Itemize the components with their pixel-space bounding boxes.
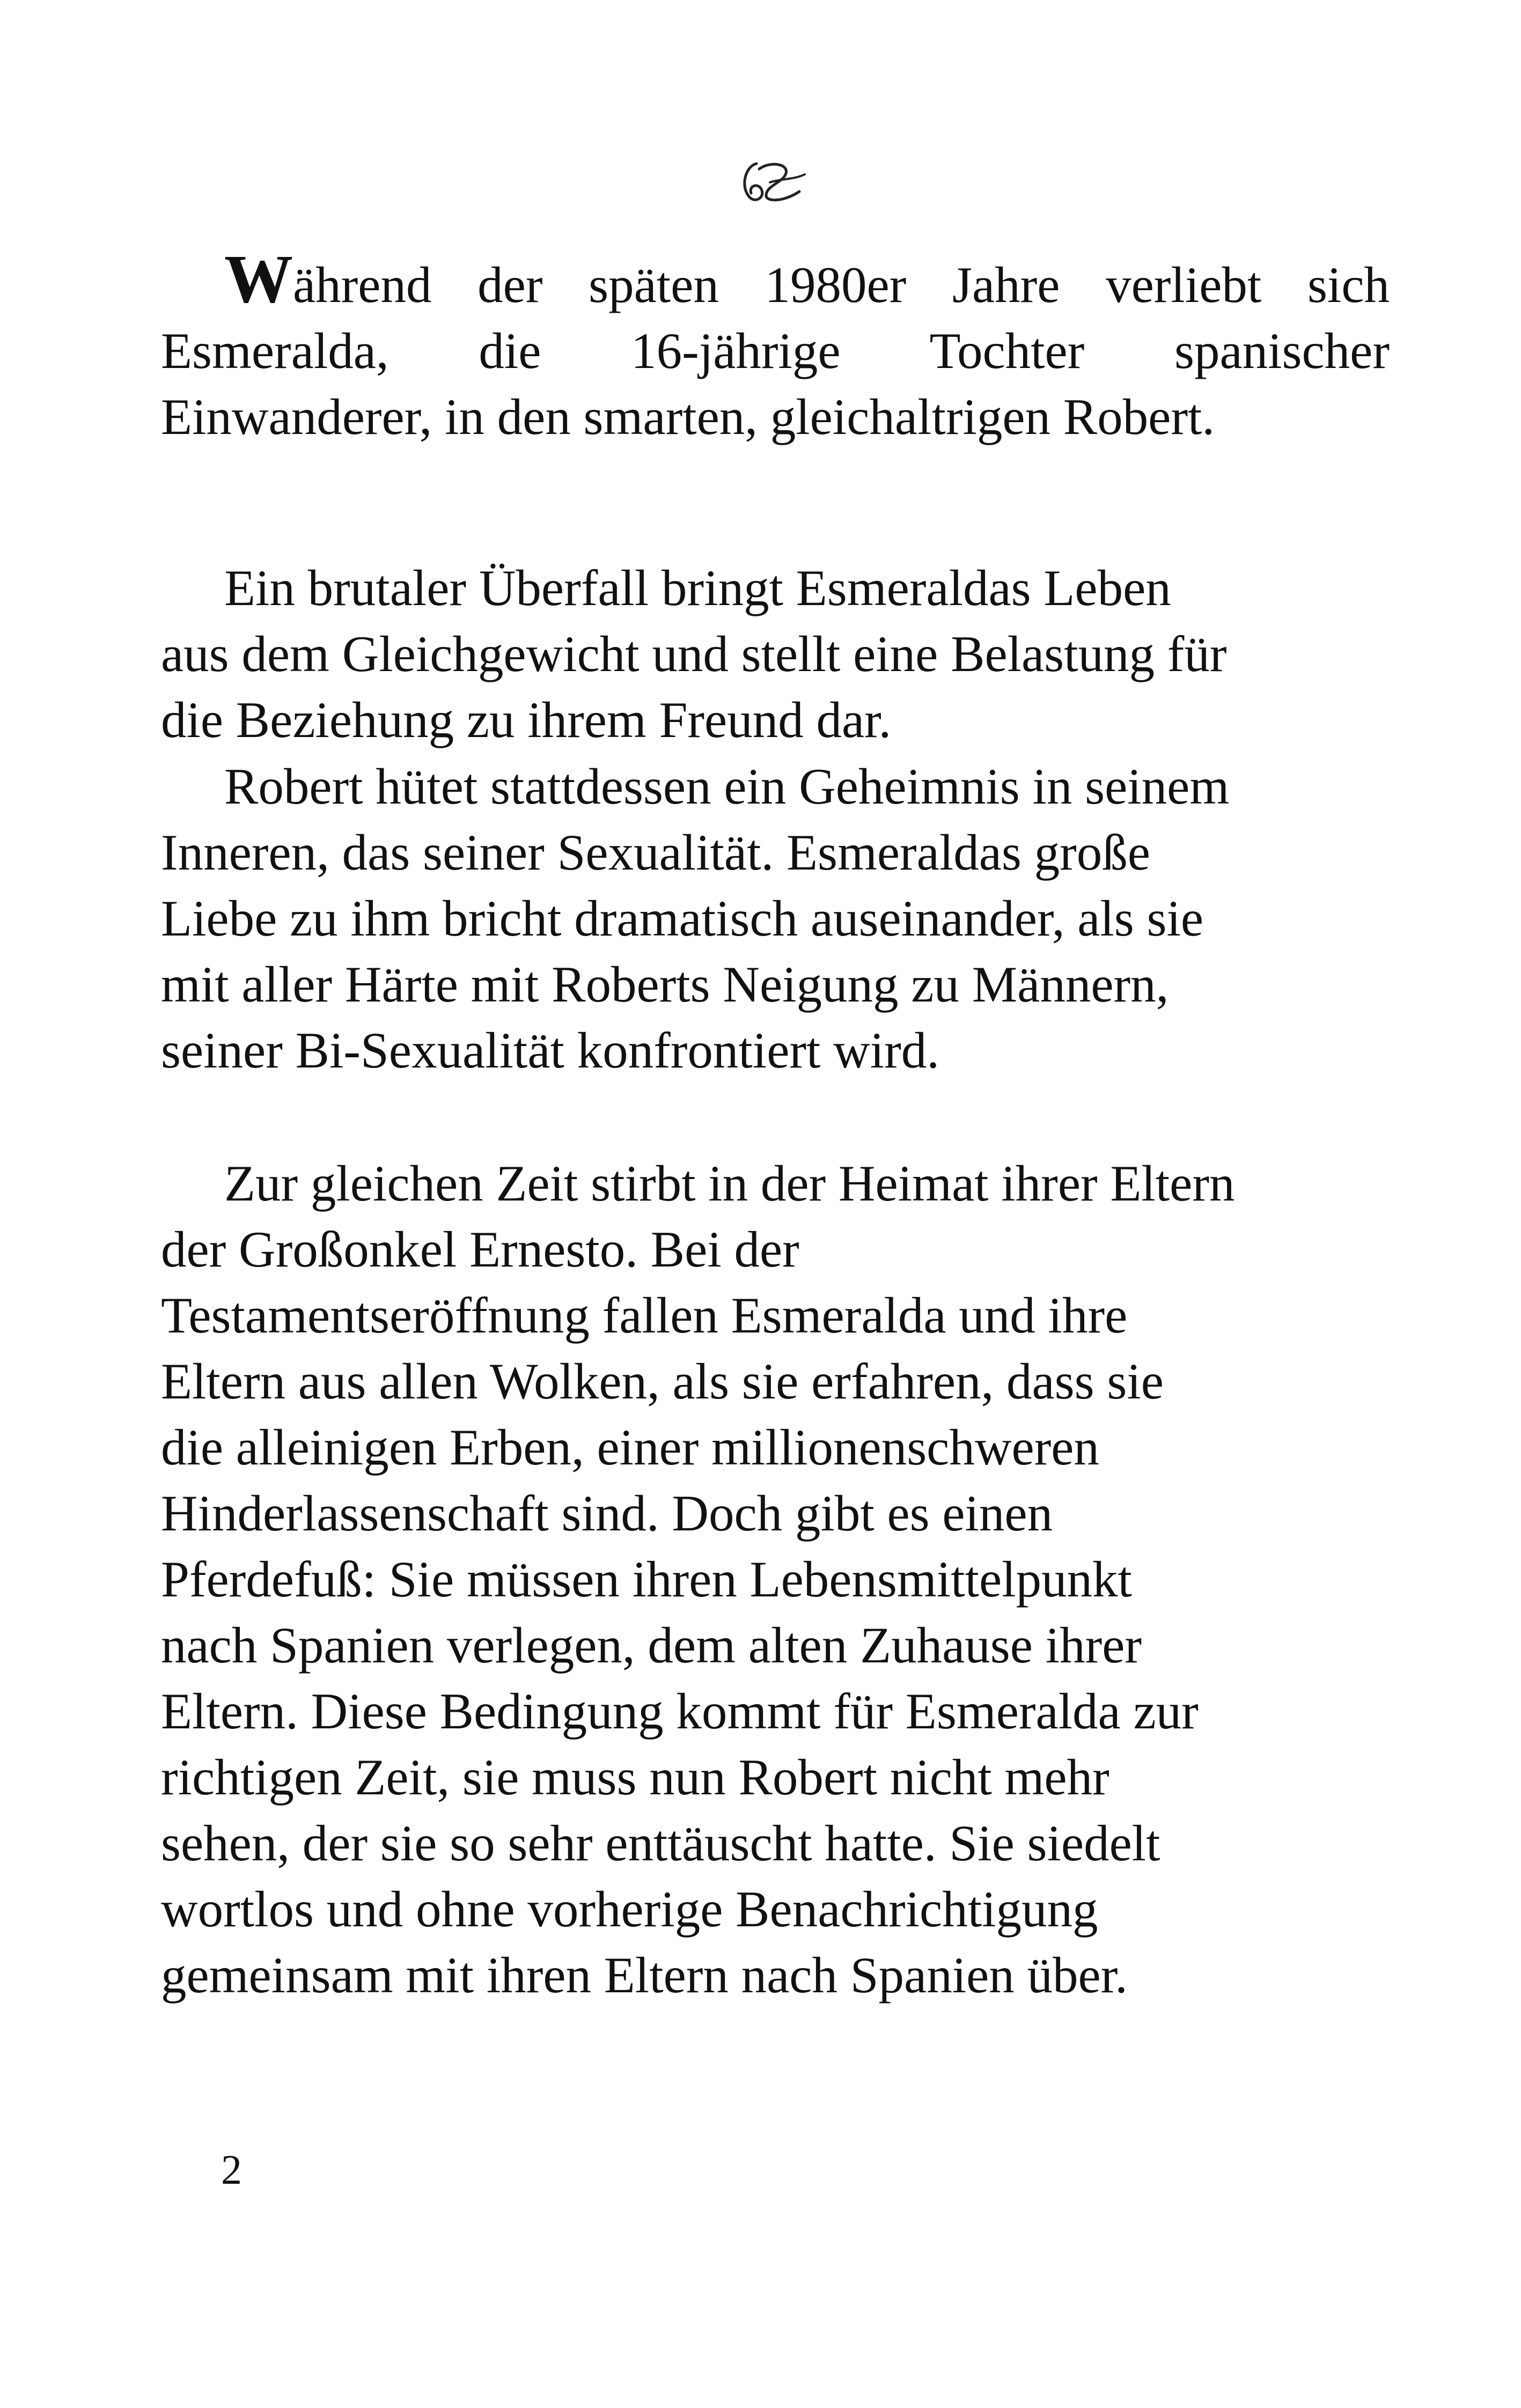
intro-paragraph bbox=[161, 241, 1390, 384]
paragraph-2 bbox=[161, 555, 1390, 753]
paragraph-line: der Großonkel Ernesto. Bei der bbox=[161, 1221, 799, 1278]
paragraph-line: die Beziehung zu ihrem Freund dar. bbox=[161, 691, 892, 748]
initial-letter: W bbox=[224, 241, 293, 317]
paragraph-4 bbox=[161, 1151, 1390, 2008]
paragraph-line: wortlos und ohne vorherige Benachrichtigung bbox=[161, 1881, 1098, 1938]
paragraph-line: Ein brutaler Überfall bringt Esmeraldas Leben bbox=[224, 559, 1171, 616]
paragraph-line: Zur gleichen Zeit stirbt in der Heimat ihrer Eltern bbox=[224, 1155, 1235, 1212]
paragraph-line: die alleinigen Erben, einer millionenschweren bbox=[161, 1419, 1099, 1476]
intro-paragraph-last bbox=[161, 384, 1390, 450]
paragraph-line: Robert hütet stattdessen ein Geheimnis in seinem bbox=[224, 758, 1230, 815]
paragraph-line: aus dem Gleichgewicht und stellt eine Belastung für bbox=[161, 625, 1227, 682]
intro-line-1-text: ährend der späten 1980er Jahre verliebt sich bbox=[293, 256, 1390, 313]
paragraph-line: Pferdefuß: Sie müssen ihren Lebensmittelpunkt bbox=[161, 1551, 1132, 1608]
paragraph-line: Testamentseröffnung fallen Esmeralda und ihre bbox=[161, 1287, 1128, 1344]
flourish-icon bbox=[719, 153, 815, 212]
paragraph-line: Eltern. Diese Bedingung kommt für Esmeralda zur bbox=[161, 1683, 1199, 1740]
paragraph-line: gemeinsam mit ihren Eltern nach Spanien über. bbox=[161, 1947, 1128, 2004]
paragraph-line: Eltern aus allen Wolken, als sie erfahren, dass sie bbox=[161, 1353, 1164, 1410]
paragraph-line: Inneren, das seiner Sexualität. Esmeraldas große bbox=[161, 824, 1150, 881]
paragraph-line: sehen, der sie so sehr enttäuscht hatte. Sie siedelt bbox=[161, 1815, 1160, 1872]
paragraph-line: richtigen Zeit, sie muss nun Robert nicht mehr bbox=[161, 1749, 1109, 1806]
intro-line-3: Einwanderer, in den smarten, gleichaltrigen Robert. bbox=[161, 388, 1215, 445]
paragraph-3 bbox=[161, 754, 1390, 1084]
intro-line-2: Esmeralda, die 16-jährige Tochter spanischer bbox=[161, 322, 1390, 379]
paragraph-line: seiner Bi-Sexualität konfrontiert wird. bbox=[161, 1022, 940, 1079]
paragraph-line: Hinderlassenschaft sind. Doch gibt es einen bbox=[161, 1485, 1053, 1542]
paragraph-line: mit aller Härte mit Roberts Neigung zu Männern, bbox=[161, 956, 1169, 1013]
intro-line-1 bbox=[161, 241, 1390, 318]
paragraph-line: Liebe zu ihm bricht dramatisch auseinander, als sie bbox=[161, 890, 1204, 947]
paragraph-line: nach Spanien verlegen, dem alten Zuhause ihrer bbox=[161, 1617, 1142, 1674]
page-number: 2 bbox=[221, 2146, 242, 2193]
